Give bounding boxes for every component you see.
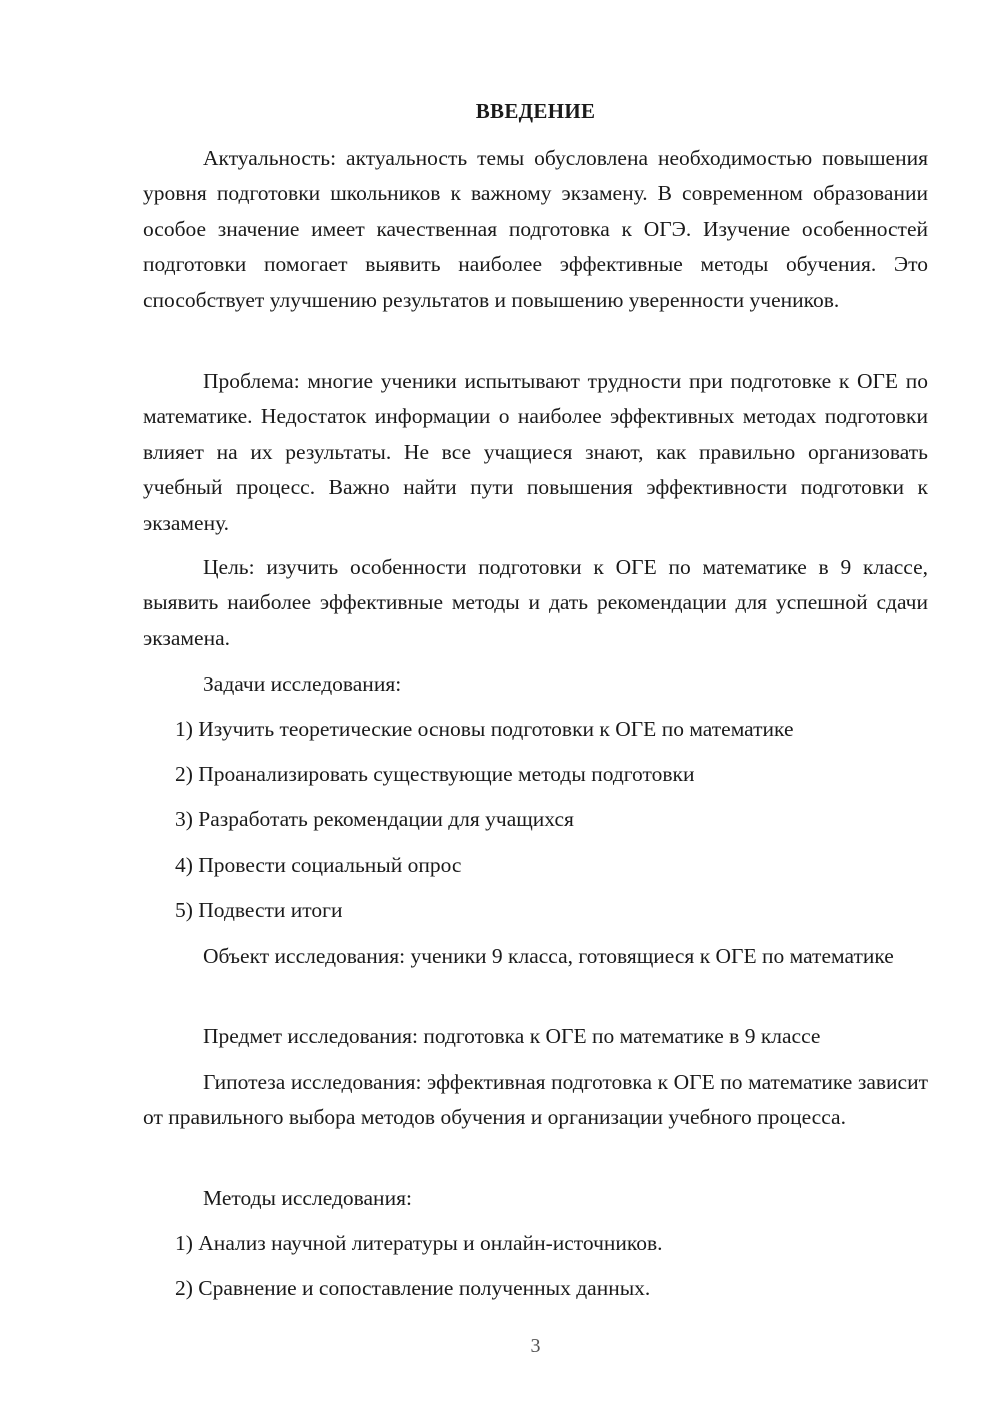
paragraph-hypothesis: Гипотеза исследования: эффективная подготовка к ОГЕ по математике зависит от правильного выбора методов обучения и организации учебного процесса. bbox=[143, 1070, 928, 1130]
task-item-4: 4) Провести социальный опрос bbox=[175, 853, 462, 877]
section-title: ВВЕДЕНИЕ bbox=[475, 99, 596, 123]
task-item-3: 3) Разработать рекомендации для учащихся bbox=[175, 807, 574, 831]
task-item-5: 5) Подвести итоги bbox=[175, 898, 343, 922]
task-item-2: 2) Проанализировать существующие методы подготовки bbox=[175, 762, 695, 786]
task-item-1: 1) Изучить теоретические основы подготовки к ОГЕ по математике bbox=[175, 717, 794, 741]
method-item-1: 1) Анализ научной литературы и онлайн-источников. bbox=[175, 1231, 663, 1255]
paragraph-object: Объект исследования: ученики 9 класса, готовящиеся к ОГЕ по математике bbox=[203, 944, 894, 968]
tasks-heading: Задачи исследования: bbox=[203, 672, 402, 696]
paragraph-goal: Цель: изучить особенности подготовки к ОГЕ по математике в 9 классе, выявить наиболее эффективные методы и дать рекомендации для успешной сдачи экзамена. bbox=[143, 555, 928, 650]
method-item-2: 2) Сравнение и сопоставление полученных данных. bbox=[175, 1276, 651, 1300]
page-number: 3 bbox=[530, 1335, 541, 1357]
paragraph-subject: Предмет исследования: подготовка к ОГЕ по математике в 9 классе bbox=[203, 1024, 821, 1048]
methods-heading: Методы исследования: bbox=[203, 1186, 412, 1210]
paragraph-relevance: Актуальность: актуальность темы обусловлена необходимостью повышения уровня подготовки школьников к важному экзамену. В современном образовании особое значение имеет качественная подготовка к ОГЭ. Изучение особенностей подготовки помогает выявить наиболее эффективные методы обучения. Это способствует улучшению результатов и повышению уверенности учеников. bbox=[143, 146, 928, 312]
paragraph-problem: Проблема: многие ученики испытывают трудности при подготовке к ОГЕ по математике. Недостаток информации о наиболее эффективных методах подготовки влияет на их результаты. Не все учащиеся знают, как правильно организовать учебный процесс. Важно найти пути повышения эффективности подготовки к экзамену. bbox=[143, 369, 928, 535]
